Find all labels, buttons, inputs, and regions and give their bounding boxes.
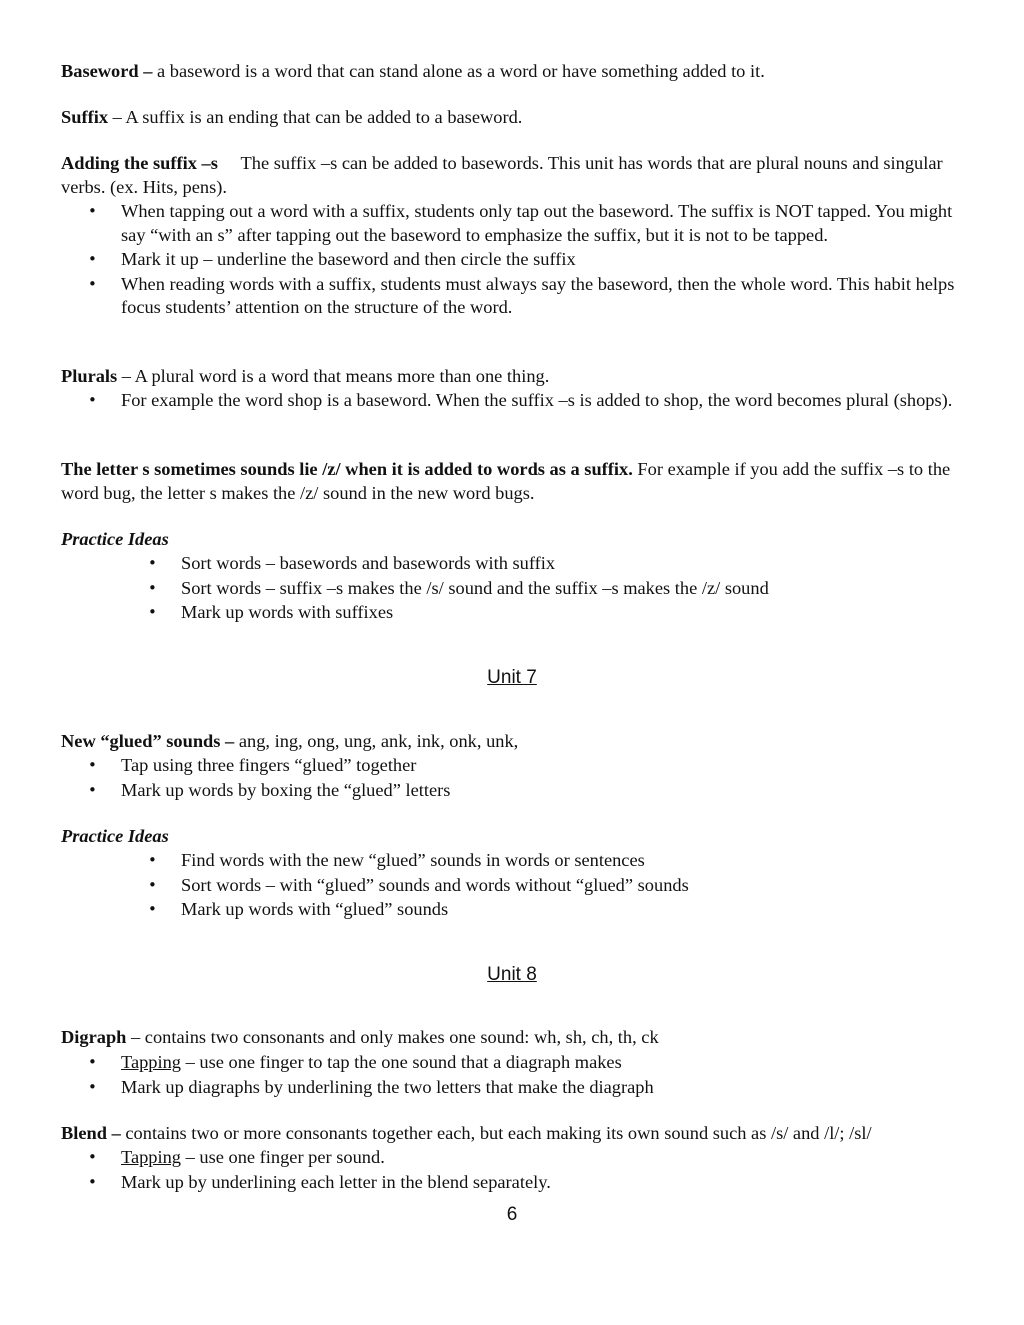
adding-suffix-text: The suffix –s can be added to basewords. This unit has words that are plural nouns and singular verbs. (ex. Hits, pens). bbox=[61, 153, 943, 197]
unit-8-heading bbox=[0, 963, 1024, 987]
list-item: • Mark up diagraphs by underlining the two letters that make the diagraph bbox=[88, 1076, 968, 1100]
baseword-text: a baseword is a word that can stand alone as a word or have something added to it. bbox=[152, 61, 765, 81]
plurals-term: Plurals bbox=[61, 366, 118, 386]
tapping-text: – use one finger to tap the one sound that a diagraph makes bbox=[181, 1052, 622, 1072]
baseword-definition bbox=[61, 60, 966, 84]
unit-7-title: Unit 7 bbox=[487, 667, 537, 688]
list-item bbox=[88, 1146, 968, 1170]
adding-suffix-definition bbox=[61, 152, 966, 199]
unit-7-heading bbox=[0, 666, 1024, 690]
list-item: • Mark up words with “glued” sounds bbox=[148, 898, 948, 922]
blend-term: Blend – bbox=[61, 1123, 121, 1143]
list-item: • Sort words – with “glued” sounds and words without “glued” sounds bbox=[148, 874, 948, 898]
glued-sounds-term: New “glued” sounds – bbox=[61, 731, 235, 751]
tapping-label: Tapping bbox=[121, 1052, 182, 1072]
glued-sounds-text: ang, ing, ong, ung, ank, ink, onk, unk, bbox=[234, 731, 519, 751]
practice-ideas-heading-unit-7: Practice Ideas bbox=[61, 826, 169, 846]
blend-text: contains two or more consonants together each, but each making its own sound such as /s/ and /l/; /sl/ bbox=[120, 1123, 872, 1143]
list-item: • Find words with the new “glued” sounds in words or sentences bbox=[148, 849, 948, 873]
list-item bbox=[88, 1051, 968, 1075]
digraph-bullets bbox=[88, 1051, 968, 1099]
list-item: • Tap using three fingers “glued” together bbox=[88, 754, 968, 778]
list-item: • When tapping out a word with a suffix, students only tap out the baseword. The suffix is NOT tapped. You might say “with an s” after tapping out the baseword to emphasize the suffix, but it is not to be tapped. bbox=[88, 200, 968, 247]
letter-s-bold: The letter s sometimes sounds lie /z/ when it is added to words as a suffix. bbox=[61, 459, 633, 479]
letter-s-text: For example if you add the suffix –s to the word bug, the letter s makes the /z/ sound in the new word bugs. bbox=[61, 459, 951, 503]
blend-bullets bbox=[88, 1146, 968, 1194]
unit-8-title: Unit 8 bbox=[487, 964, 537, 985]
list-item: • Mark it up – underline the baseword and then circle the suffix bbox=[88, 248, 968, 272]
practice-ideas-bullets bbox=[148, 552, 948, 625]
blend-definition bbox=[61, 1122, 966, 1146]
list-item: • Sort words – suffix –s makes the /s/ sound and the suffix –s makes the /z/ sound bbox=[148, 577, 948, 601]
plurals-text: – A plural word is a word that means more than one thing. bbox=[117, 366, 550, 386]
list-item: • Sort words – basewords and basewords with suffix bbox=[148, 552, 948, 576]
letter-s-paragraph bbox=[61, 458, 966, 505]
list-item: • Mark up words by boxing the “glued” letters bbox=[88, 779, 968, 803]
baseword-term: Baseword – bbox=[61, 61, 153, 81]
practice-ideas-bullets-unit-7 bbox=[148, 849, 948, 922]
adding-suffix-bullets bbox=[88, 200, 968, 320]
digraph-term: Digraph bbox=[61, 1027, 127, 1047]
glued-sounds-definition bbox=[61, 730, 966, 754]
practice-ideas-heading: Practice Ideas bbox=[61, 529, 169, 549]
tapping-text: – use one finger per sound. bbox=[181, 1147, 385, 1167]
tapping-label: Tapping bbox=[121, 1147, 182, 1167]
glued-sounds-bullets bbox=[88, 754, 968, 802]
adding-suffix-term: Adding the suffix –s bbox=[61, 153, 218, 173]
list-item: • Mark up by underlining each letter in the blend separately. bbox=[88, 1171, 968, 1195]
digraph-definition bbox=[61, 1026, 966, 1050]
suffix-text: – A suffix is an ending that can be added to a baseword. bbox=[108, 107, 523, 127]
list-item: • Mark up words with suffixes bbox=[148, 601, 948, 625]
list-item: • For example the word shop is a baseword. When the suffix –s is added to shop, the word becomes plural (shops). bbox=[88, 389, 968, 413]
suffix-term: Suffix bbox=[61, 107, 109, 127]
page-number: 6 bbox=[506, 1204, 518, 1225]
digraph-text: – contains two consonants and only makes one sound: wh, sh, ch, th, ck bbox=[126, 1027, 659, 1047]
plurals-definition bbox=[61, 365, 966, 389]
list-item: • When reading words with a suffix, students must always say the baseword, then the whole word. This habit helps focus students’ attention on the structure of the word. bbox=[88, 273, 968, 320]
plurals-bullets bbox=[88, 389, 968, 413]
suffix-definition bbox=[61, 106, 966, 130]
